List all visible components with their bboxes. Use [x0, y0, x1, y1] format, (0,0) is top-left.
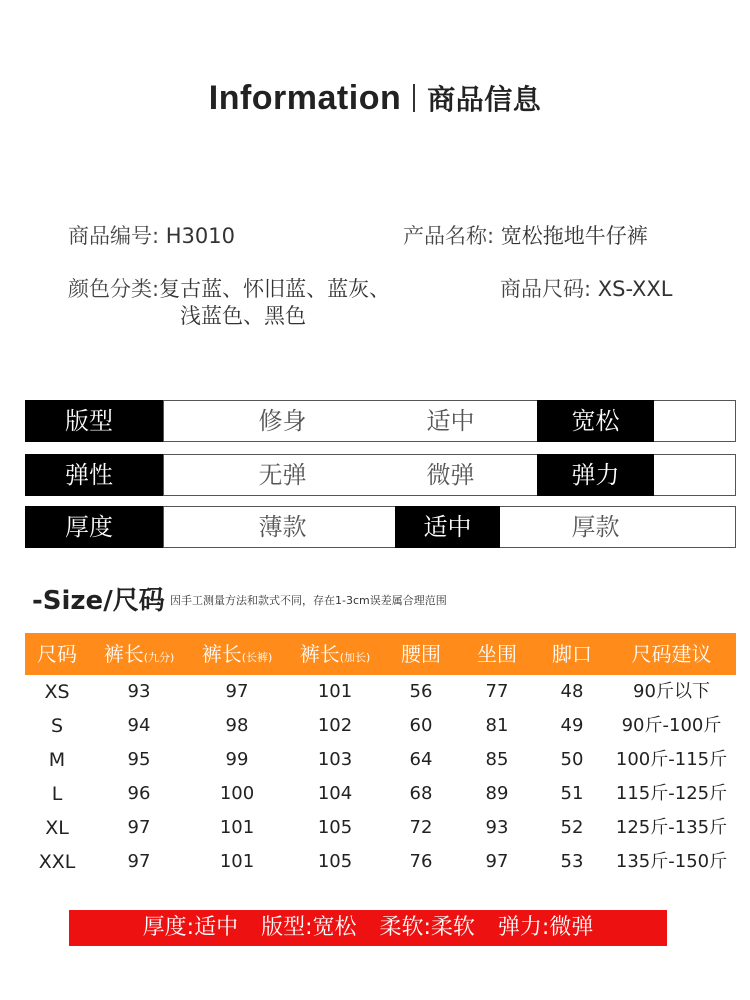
- table-cell: 104: [317, 783, 353, 804]
- table-cell: 93: [127, 681, 151, 702]
- table-cell: 68: [409, 783, 433, 804]
- table-cell: 97: [127, 851, 151, 872]
- summary-item: 版型:宽松: [261, 915, 357, 940]
- title-chinese: 商品信息: [427, 83, 542, 116]
- table-cell: 53: [560, 851, 584, 872]
- table-cell: 98: [225, 715, 249, 736]
- table-cell: 102: [317, 715, 353, 736]
- summary-item: 柔软:柔软: [379, 915, 475, 940]
- table-cell: 89: [485, 783, 509, 804]
- table-cell: 94: [127, 715, 151, 736]
- product-size-label: 商品尺码:: [500, 277, 592, 301]
- table-cell: 103: [317, 749, 353, 770]
- product-color-value-2: 浅蓝色、黑色: [180, 304, 306, 328]
- attr-row-thickness: [25, 506, 736, 548]
- table-cell: 56: [409, 681, 433, 702]
- table-cell: 97: [127, 817, 151, 838]
- summary-item: 厚度:适中: [142, 915, 239, 940]
- attr-row-elasticity: [25, 454, 736, 496]
- column-header: 裤长(长裤): [201, 642, 273, 666]
- attr-row-fit: [25, 400, 736, 442]
- table-row: [25, 709, 736, 743]
- size-label-cell: XXL: [38, 851, 76, 873]
- attr-option: 薄款: [258, 513, 307, 541]
- table-cell: 100: [219, 783, 255, 804]
- column-header: 脚口: [552, 642, 592, 666]
- table-cell: 97: [485, 851, 509, 872]
- attr-option: 微弹: [426, 461, 475, 489]
- page-title: [0, 78, 750, 118]
- attr-option-selected: 弹力: [537, 454, 654, 496]
- column-header: 裤长(九分): [103, 642, 175, 666]
- table-cell: 101: [219, 851, 255, 872]
- size-section-note: 因手工测量方法和款式不同，存在1-3cm误差属合理范围: [170, 594, 447, 607]
- size-section-title: -Size/尺码: [32, 586, 165, 616]
- size-label-cell: XS: [44, 681, 70, 703]
- product-color-line-2: [180, 300, 306, 330]
- table-cell: 95: [127, 749, 151, 770]
- product-name-label: 产品名称:: [403, 224, 495, 248]
- attr-label: 厚度: [25, 506, 163, 548]
- product-name: [403, 220, 648, 250]
- table-cell: 135斤-150斤: [615, 851, 728, 872]
- table-cell: 48: [560, 681, 584, 702]
- table-cell: 72: [409, 817, 433, 838]
- column-header: 尺码: [37, 642, 77, 666]
- attr-option: 修身: [258, 407, 307, 435]
- attr-option-selected: 适中: [395, 506, 500, 548]
- table-cell: 49: [560, 715, 584, 736]
- table-cell: 64: [409, 749, 433, 770]
- size-label-cell: L: [51, 783, 63, 805]
- product-color-value-1: 复古蓝、怀旧蓝、蓝灰、: [159, 277, 391, 301]
- table-row: [25, 845, 736, 879]
- table-cell: 77: [485, 681, 509, 702]
- table-cell: 105: [317, 851, 353, 872]
- table-cell: 101: [317, 681, 353, 702]
- attr-option-selected: 宽松: [537, 400, 654, 442]
- title-english: Information: [208, 79, 402, 117]
- table-cell: 100斤-115斤: [615, 749, 728, 770]
- table-cell: 97: [225, 681, 249, 702]
- product-code: [68, 220, 235, 250]
- column-header: 腰围: [401, 642, 441, 666]
- table-cell: 76: [409, 851, 433, 872]
- table-row: [25, 675, 736, 709]
- title-separator: [413, 84, 415, 112]
- product-size: [500, 273, 673, 303]
- table-cell: 93: [485, 817, 509, 838]
- table-cell: 115斤-125斤: [615, 783, 728, 804]
- table-cell: 90斤-100斤: [621, 715, 722, 736]
- table-row: [25, 777, 736, 811]
- attr-label: 弹性: [25, 454, 163, 496]
- table-cell: 96: [127, 783, 151, 804]
- column-header: 裤长(加长): [299, 642, 371, 666]
- attr-option: 适中: [426, 407, 475, 435]
- table-cell: 81: [485, 715, 509, 736]
- product-size-value: XS-XXL: [597, 277, 673, 301]
- product-code-value: H3010: [165, 224, 235, 248]
- table-row: [25, 811, 736, 845]
- column-header: 坐围: [477, 642, 517, 666]
- size-table-header: [25, 633, 736, 675]
- table-cell: 52: [560, 817, 584, 838]
- size-label-cell: XL: [45, 817, 69, 839]
- attr-option: 无弹: [258, 461, 307, 489]
- product-code-label: 商品编号:: [68, 224, 160, 248]
- summary-banner: [69, 910, 667, 946]
- table-row: [25, 743, 736, 777]
- table-cell: 51: [560, 783, 584, 804]
- table-cell: 125斤-135斤: [615, 817, 728, 838]
- product-name-value: 宽松拖地牛仔裤: [500, 224, 648, 248]
- attr-label: 版型: [25, 400, 163, 442]
- table-cell: 99: [225, 749, 249, 770]
- table-cell: 105: [317, 817, 353, 838]
- table-cell: 85: [485, 749, 509, 770]
- size-label-cell: S: [50, 715, 64, 737]
- table-cell: 50: [560, 749, 584, 770]
- table-cell: 90斤以下: [633, 681, 710, 702]
- summary-item: 弹力:微弹: [497, 915, 594, 940]
- product-color: [68, 273, 390, 303]
- attr-option: 厚款: [571, 513, 620, 541]
- product-color-label: 颜色分类:: [68, 277, 160, 301]
- table-cell: 101: [219, 817, 255, 838]
- table-cell: 60: [409, 715, 433, 736]
- column-header: 尺码建议: [631, 642, 712, 666]
- size-label-cell: M: [48, 749, 66, 771]
